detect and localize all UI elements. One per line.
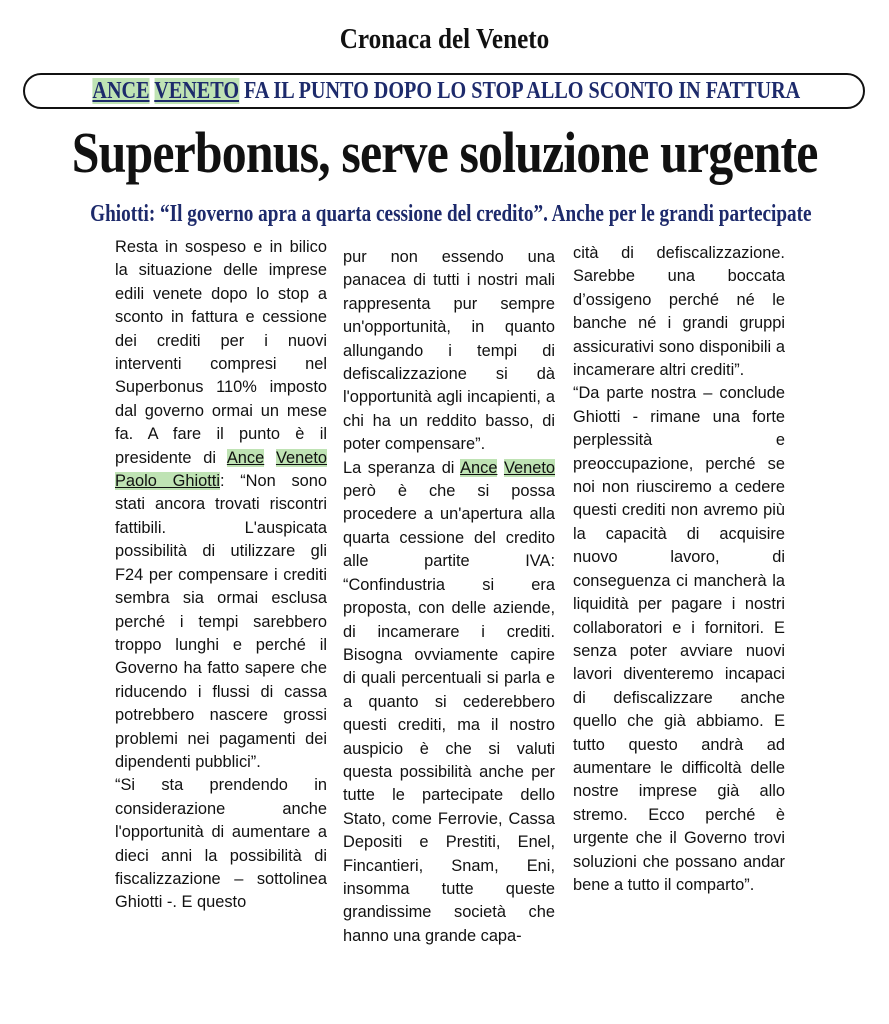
paragraph-text: La speranza di <box>343 458 455 477</box>
kicker-text: FA IL PUNTO DOPO LO STOP ALLO SCONTO IN FATTURA <box>244 78 801 104</box>
headline <box>0 118 889 188</box>
headline-text: Superbonus, serve soluzione urgente <box>71 120 818 185</box>
highlight-ance: Ance <box>226 448 265 467</box>
kicker-highlight-ance: ANCE <box>92 78 150 104</box>
article-column-2 <box>343 246 555 948</box>
highlight-veneto: Veneto <box>275 448 327 467</box>
paragraph-text: Resta in sospeso e in bilico la situazione delle imprese edili venete dopo lo stop a sconto in fattura e cessione dei crediti per i nuovi interventi compresi nel Superbonus 110% imposto dal governo ormai un mese fa. A fare il punto è il presidente di <box>115 238 327 467</box>
paragraph-text: però è che si possa procedere a un'apertura alla quarta cessione del credito alle partite IVA: “Confindustria si era proposta, con delle aziende, di incamerare i crediti. Bisogna ovviamente capire di quali percentuali si parla e a quanto si cederebbero questi crediti, ma il nostro auspicio è che si valuti questa possibilità anche per tutte le partecipate dello Stato, come Ferrovie, Cassa Depositi e Prestiti, Enel, Fincantieri, Snam, Eni, insomma tutte queste grandissime società che hanno una grande capa- <box>343 482 555 945</box>
kicker-box <box>23 73 865 109</box>
column-1-paragraph-2: “Si sta prendendo in considerazione anche l'opportunità di aumentare a dieci anni la possibilità di fiscalizzazione – sottolinea Ghiotti -. E questo <box>115 776 327 912</box>
paragraph-text: : “Non sono stati ancora trovati riscontri fattibili. L'auspicata possibilità di utilizzare gli F24 per compensare i crediti sembra sia ormai esclusa perché i tempi sarebbero troppo lunghi e perché il Governo ha fatto sapere che riducendo i flussi di cassa potrebbero nascere grossi problemi nei pagamenti dei dipendenti pubblici”. <box>115 472 327 771</box>
subhead-text: Ghiotti: “Il governo apra a quarta cessione del credito”. Anche per le grandi partecipate <box>90 201 812 227</box>
kicker-highlight-veneto: VENETO <box>154 78 240 104</box>
highlight-ance: Ance <box>460 458 498 477</box>
column-2-paragraph-1: pur non essendo una panacea di tutti i nostri mali rappresenta pur sempre un'opportunità, in quanto allungando i tempi di defiscalizzazione si dà l'opportunità agli incapienti, a chi ha un reddito basso, di poter compensare”. <box>343 248 555 454</box>
column-2-paragraph-2 <box>343 457 555 949</box>
highlight-paolo-ghiotti: Paolo Ghiotti <box>115 472 220 491</box>
column-3-paragraph-2: “Da parte nostra – conclude Ghiotti - rimane una forte perplessità e preoccupazione, perché se noi non riusciremo a cedere questi crediti non avremo più la capacità di acquisire nuovo lavoro, di conseguenza ci mancherà la liquidità per pagare i nostri collaboratori e i fornitori. E senza poter avviare nuovi lavori diventeremo incapaci di defiscalizzare anche quello che già abbiamo. E tutto questo andrà ad aumentare le difficoltà delle nostre imprese già allo stremo. Ecco perché è urgente che il Governo trovi soluzioni che possano andar bene a tutto il comparto”. <box>573 384 785 894</box>
column-1-paragraph-1 <box>115 236 327 774</box>
subhead <box>0 198 889 230</box>
article-column-1 <box>115 236 327 915</box>
article-column-3 <box>573 242 785 897</box>
highlight-veneto: Veneto <box>503 458 555 477</box>
column-3-paragraph-1: cità di defiscalizzazione. Sarebbe una boccata d’ossigeno perché né le banche né i grandi gruppi assicurativi sono disponibili a incamerare altri crediti”. <box>573 244 785 380</box>
masthead: Cronaca del Veneto <box>339 24 550 55</box>
